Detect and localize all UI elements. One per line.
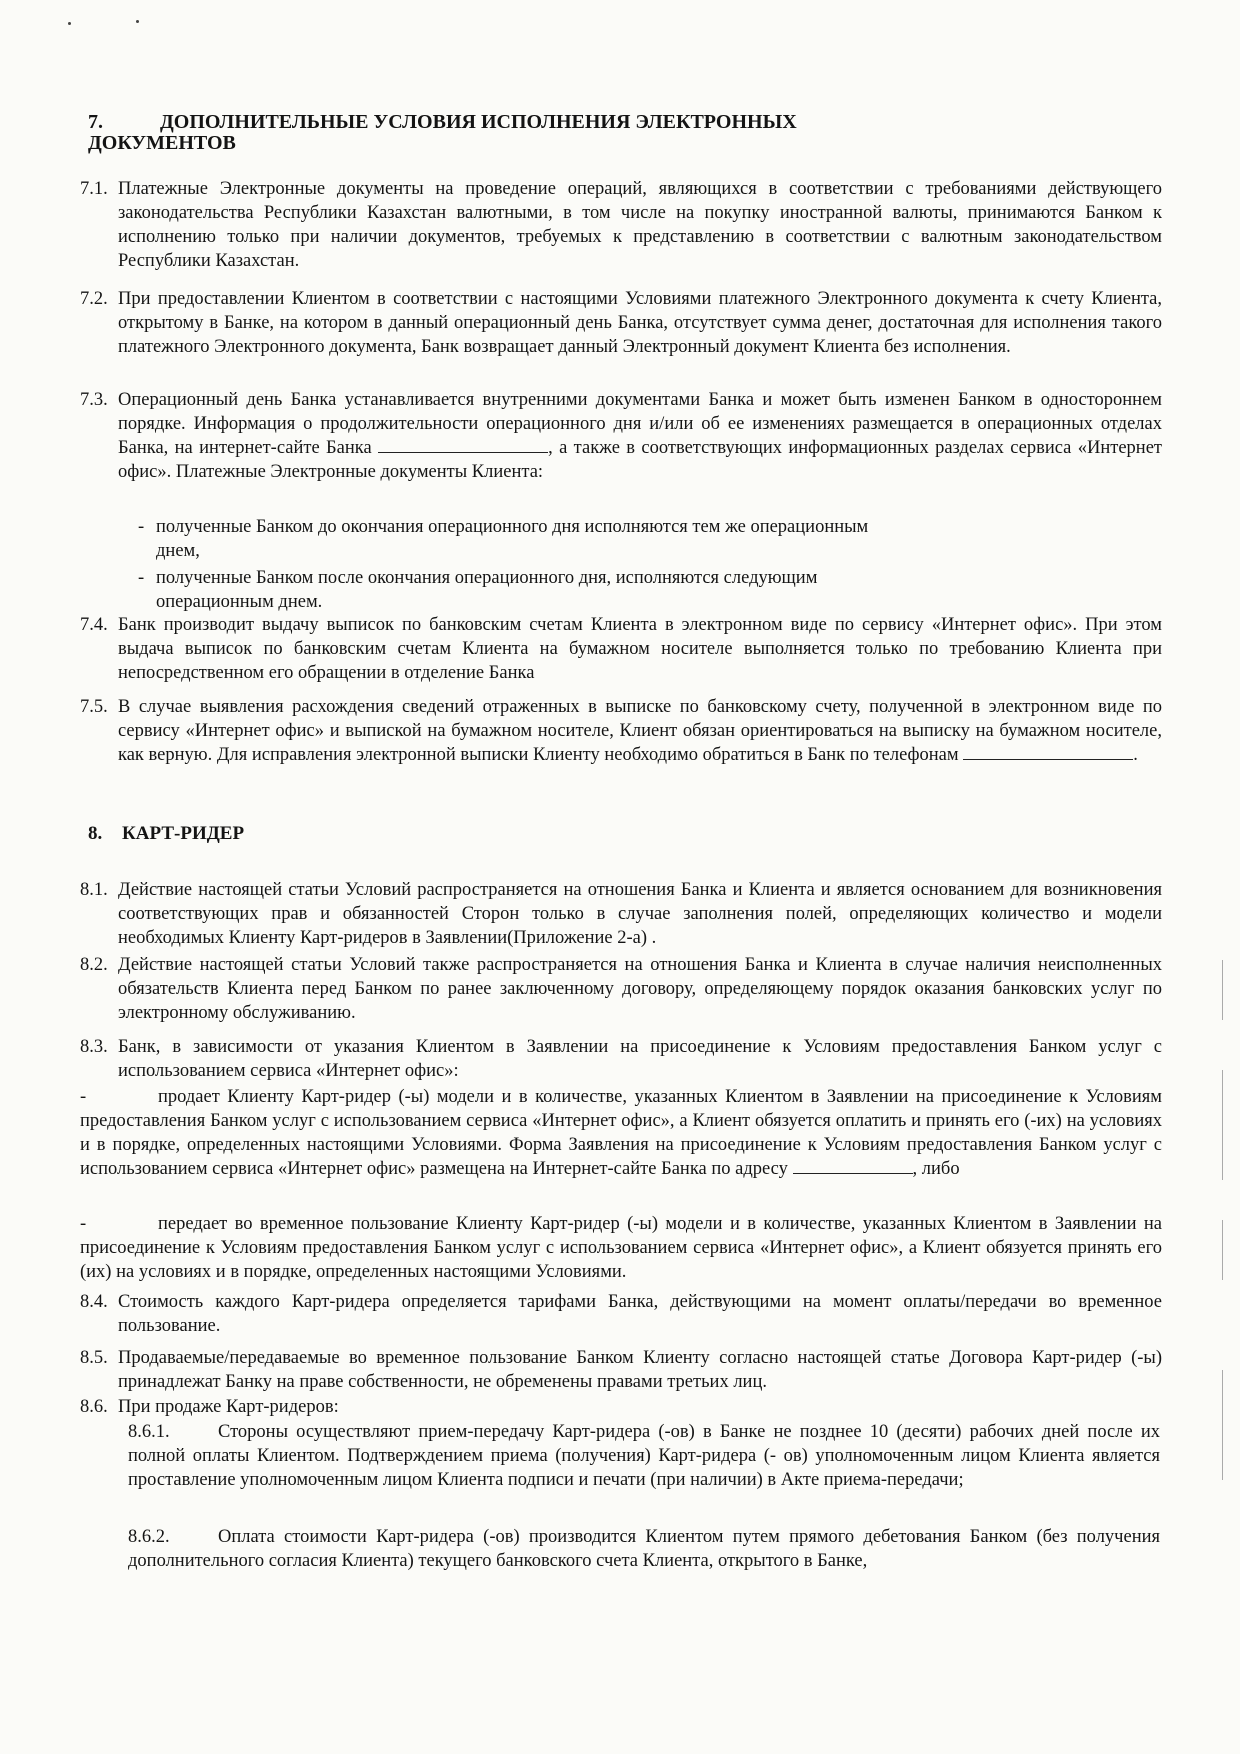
clause-number: 7.4. xyxy=(80,615,108,635)
clause-text-part: . xyxy=(1133,745,1138,765)
clause-text: Действие настоящей статьи Условий также распространяется на отношения Банка и Клиента в случае наличия неисполненных обязательств Клиента перед Банком по ранее заключенному договору, определяющему порядок оказания банковских услуг по электронному обслуживанию. xyxy=(118,955,1162,1023)
dash-text: передает во временное пользование Клиенту Карт-ридер (-ы) модели и в количестве, указанных Клиентом в Заявлении на присоединение к Условиям предоставления Банком услуг с использованием сервиса «Интернет офис», а Клиент обязуется принять его (их) на условиях и в порядке, определенных настоящими Условиями. xyxy=(80,1214,1162,1282)
clause-text: Действие настоящей статьи Условий распространяется на отношения Банка и Клиента и является основанием для возникновения соответствующих прав и обязанностей Сторон только в случае заполнения полей, определяющих количество и модели необходимых Клиенту Карт-ридеров в Заявлении(Приложение 2-а) . xyxy=(118,880,1162,948)
clause-7-4 xyxy=(80,613,1162,685)
dash-item xyxy=(80,1212,1162,1284)
bullet-mark: - xyxy=(138,517,145,537)
section-8-heading xyxy=(88,822,244,846)
section-8-number: 8. xyxy=(88,823,103,844)
dash-text: , либо xyxy=(912,1159,960,1179)
clause-number: 7.3. xyxy=(80,390,108,410)
dash-text: продает Клиенту Карт-ридер (-ы) модели и в количестве, указанных Клиентом в Заявлении на присоединение к Условиям предоставления Банком услуг с использованием сервиса «Интернет офис», а Клиент обязуется оплатить и принять его (-их) на условиях и в порядке, определенных настоящими Условиями. Форма Заявления на присоединение к Условиям предоставления Банком услуг с использованием сервиса «Интернет офис» размещена на Интернет-сайте Банка по адресу xyxy=(80,1087,1162,1179)
scan-edge-mark xyxy=(1222,1070,1223,1180)
clause-8-2 xyxy=(80,953,1162,1025)
scan-edge-mark xyxy=(1222,1370,1223,1480)
clause-number: 8.2. xyxy=(80,955,108,975)
clause-text: Банк производит выдачу выписок по банковским счетам Клиента в электронном виде по сервису «Интернет офис». При этом выдача выписок по банковским счетам Клиента на бумажном носителе выполняется только по требованию Клиента при непосредственном его обращении в отделение Банка xyxy=(118,615,1162,683)
dash-item xyxy=(80,1085,1162,1181)
section-8-title: КАРТ-РИДЕР xyxy=(122,823,245,844)
bullet-line: полученные Банком до окончания операционного дня исполняются тем же операционным xyxy=(156,517,869,537)
section-7-heading xyxy=(88,112,797,154)
scan-speck xyxy=(68,22,71,25)
dash-mark: - xyxy=(80,1214,87,1234)
clause-text: Стороны осуществляют прием-передачу Карт-ридера (-ов) в Банке не позднее 10 (десяти) рабочих дней после их полной оплаты Клиентом. Подтверждением приема (получения) Карт-ридера (- ов) уполномоченным лицом Клиента является проставление уполномоченным лицом Клиента подписи и печати (при наличии) в Акте приема-передачи; xyxy=(128,1422,1160,1490)
bullet-line: операционным днем. xyxy=(156,592,323,612)
clause-8-5 xyxy=(80,1346,1162,1394)
clause-text: Платежные Электронные документы на проведение операций, являющихся в соответствии с требованиями действующего законодательства Республики Казахстан валютными, в том числе на покупку иностранной валюты, принимаются Банком к исполнению только при наличии документов, требуемых к представлению в соответствии с валютным законодательством Республики Казахстан. xyxy=(118,179,1162,271)
clause-text-part: Операционный день Банка устанавливается внутренними документами Банка и может быть изменен Банком в одностороннем порядке. Информация о продолжительности операционного дня и/или об ее изменениях размещается в операционных отделах Банка, на интернет-сайте Банка xyxy=(118,390,1162,458)
section-7-number: 7. xyxy=(88,111,103,133)
clause-7-2 xyxy=(80,287,1162,359)
clause-text: Продаваемые/передаваемые во временное пользование Банком Клиенту согласно настоящей статье Договора Карт-ридер (-ы) принадлежат Банку на праве собственности, не обременены правами третьих лиц. xyxy=(118,1348,1162,1392)
phone-blank-line xyxy=(963,743,1133,760)
clause-number: 7.1. xyxy=(80,179,108,199)
clause-8-3 xyxy=(80,1035,1162,1083)
clause-8-6 xyxy=(80,1395,1162,1419)
bullet-item xyxy=(138,515,1018,563)
clause-text: При продаже Карт-ридеров: xyxy=(118,1397,339,1417)
clause-text: Банк, в зависимости от указания Клиентом в Заявлении на присоединение к Условиям предоставления Банком услуг с использованием сервиса «Интернет офис»: xyxy=(118,1037,1162,1081)
clause-8-6-1 xyxy=(128,1420,1160,1492)
website-blank-line xyxy=(378,436,548,453)
clause-7-1 xyxy=(80,177,1162,273)
scan-speck xyxy=(136,20,139,23)
scan-edge-mark xyxy=(1222,960,1223,1020)
clause-text xyxy=(80,388,1162,484)
clause-number: 8.6.1. xyxy=(128,1422,170,1442)
section-7-title-line2: ДОКУМЕНТОВ xyxy=(88,132,236,154)
clause-number: 8.4. xyxy=(80,1292,108,1312)
bullet-line: днем, xyxy=(156,541,200,561)
clause-number: 7.2. xyxy=(80,289,108,309)
clause-7-3 xyxy=(80,388,1162,484)
clause-number: 7.5. xyxy=(80,697,108,717)
clause-8-1 xyxy=(80,878,1162,950)
clause-number: 8.6. xyxy=(80,1397,108,1417)
bullet-line: полученные Банком после окончания операционного дня, исполняются следующим xyxy=(156,568,818,588)
clause-text: При предоставлении Клиентом в соответствии с настоящими Условиями платежного Электронного документа к счету Клиента, открытому в Банке, на котором в данный операционный день Банка, отсутствует сумма денег, достаточная для исполнения такого платежного Электронного документа, Банк возвращает данный Электронный документ Клиента без исполнения. xyxy=(118,289,1162,357)
clause-text-part: В случае выявления расхождения сведений отраженных в выписке по банковскому счету, полученной в электронном виде по сервису «Интернет офис» и выпиской на бумажном носителе, Клиент обязан ориентироваться на выписку на бумажном носителе, как верную. Для исправления электронной выписки Клиенту необходимо обратиться в Банк по телефонам xyxy=(118,697,1162,765)
clause-text xyxy=(80,695,1162,767)
clause-8-4 xyxy=(80,1290,1162,1338)
clause-text: Оплата стоимости Карт-ридера (-ов) производится Клиентом путем прямого дебетования Банком (без получения дополнительного согласия Клиента) текущего банковского счета Клиента, открытого в Банке, xyxy=(128,1527,1160,1571)
clause-number: 8.6.2. xyxy=(128,1527,170,1547)
dash-mark: - xyxy=(80,1087,87,1107)
bullet-item xyxy=(138,566,1018,614)
clause-number: 8.5. xyxy=(80,1348,108,1368)
clause-number: 8.1. xyxy=(80,880,108,900)
address-blank-line xyxy=(793,1157,913,1174)
clause-number: 8.3. xyxy=(80,1037,108,1057)
clause-8-6-2 xyxy=(128,1525,1160,1573)
clause-text: Стоимость каждого Карт-ридера определяется тарифами Банка, действующими на момент оплаты/передачи во временное пользование. xyxy=(118,1292,1162,1336)
section-7-title-line1: ДОПОЛНИТЕЛЬНЫЕ УСЛОВИЯ ИСПОЛНЕНИЯ ЭЛЕКТРОННЫХ xyxy=(160,111,797,133)
clause-text-part: , а также в соответствующих информационных разделах сервиса «Интернет офис». Платежные Электронные документы Клиента: xyxy=(118,438,1162,482)
bullet-mark: - xyxy=(138,568,145,588)
clause-7-5 xyxy=(80,695,1162,767)
scan-edge-mark xyxy=(1222,1220,1223,1280)
